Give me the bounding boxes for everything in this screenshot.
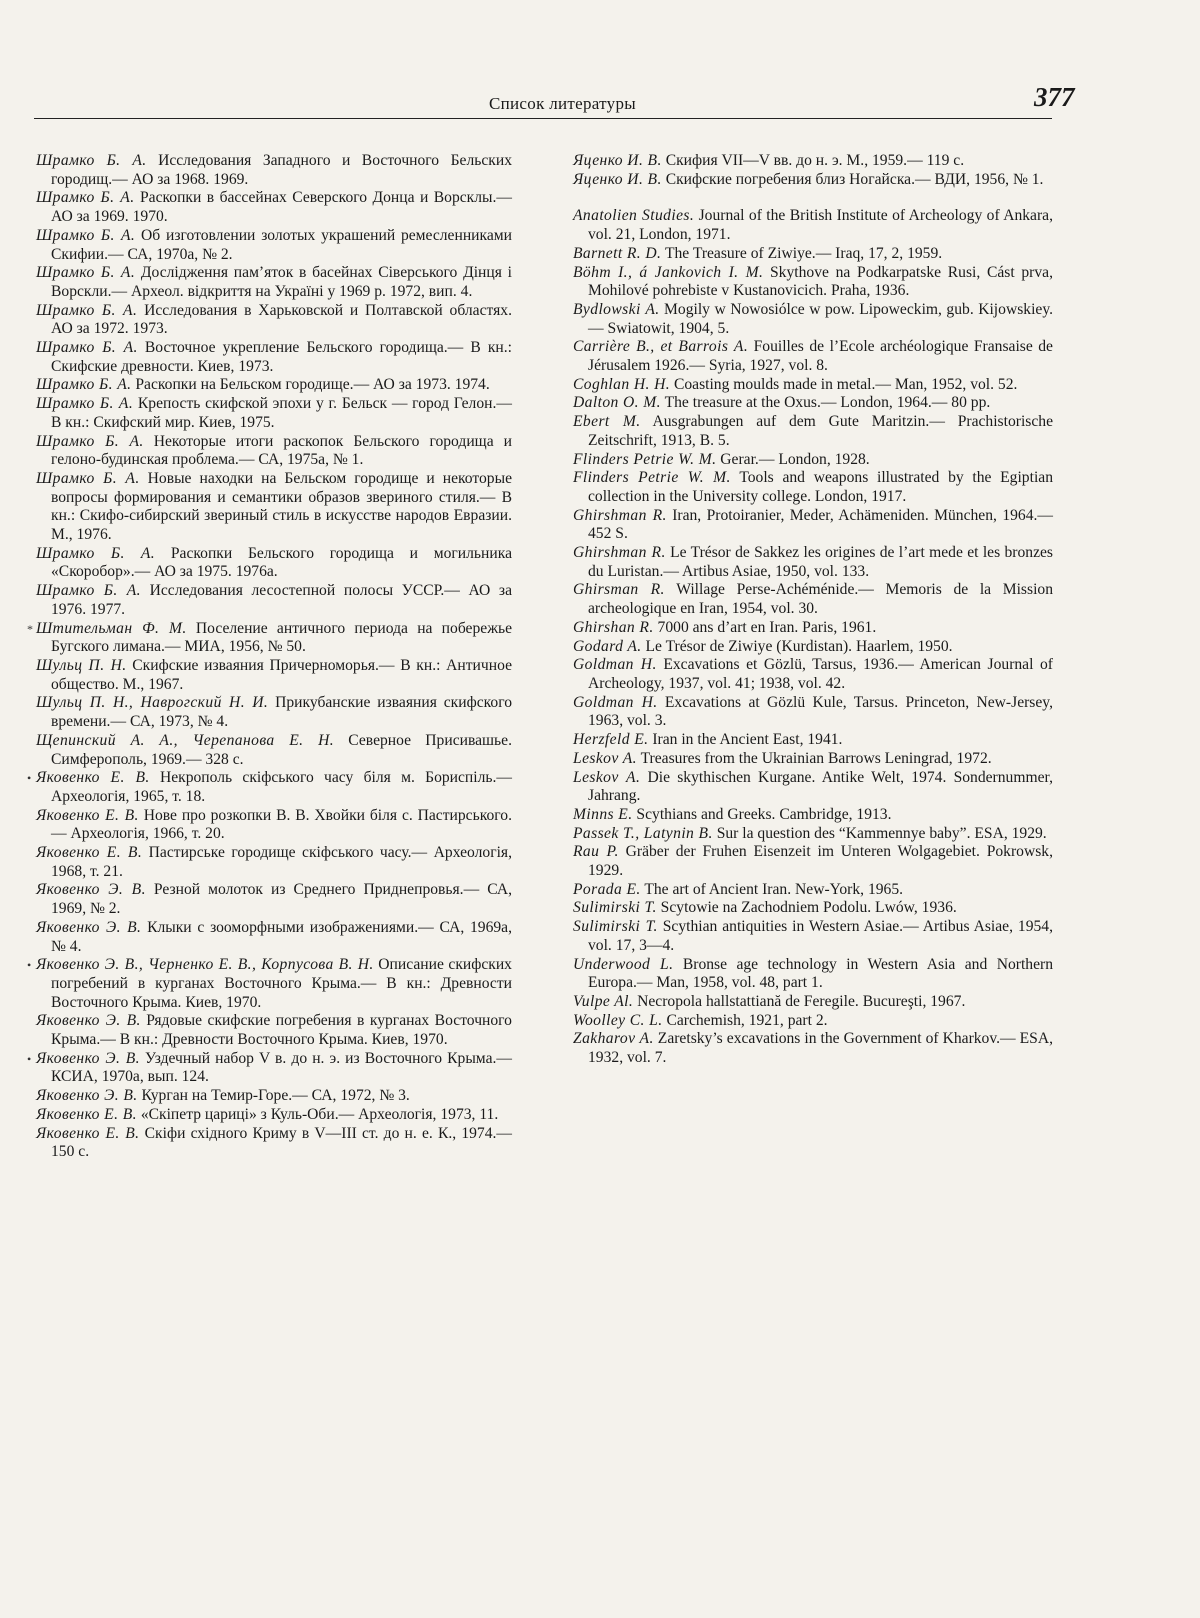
bibliography-entry	[36, 264, 512, 301]
entry-text: Bronse age technology in Western Asia and Northern Europa.— Man, 1958, vol. 48, part 1.	[588, 955, 1053, 992]
entry-author: Шрамко Б. А.	[36, 395, 134, 413]
entry-text: Исследования Западного и Восточного Бельских городищ.— АО за 1968. 1969.	[51, 152, 512, 188]
bibliography-entry	[573, 171, 1053, 190]
entry-text: Некрополь скіфського часу біля м. Бориспіль.— Археологія, 1965, т. 18.	[51, 769, 512, 805]
entry-author: Ghirshan R.	[573, 618, 654, 636]
entry-text: Scythians and Greeks. Cambridge, 1913.	[636, 805, 892, 823]
entry-author: Flinders Petrie W. M.	[573, 450, 717, 468]
entry-author: Underwood L.	[573, 955, 674, 973]
bibliography-entry	[36, 694, 512, 731]
entry-text: Скифские изваяния Причерноморья.— В кн.: Античное общество. М., 1967.	[51, 656, 512, 693]
entry-author: Шрамко Б. А.	[36, 226, 136, 244]
entry-author: Barnett R. D.	[573, 244, 662, 262]
entry-text: Пастирське городище скіфського часу.— Археологія, 1968, т. 21.	[51, 844, 512, 880]
entry-text: Поселение античного периода на побережье Бугского лимана.— МИА, 1956, № 50.	[51, 619, 512, 656]
entry-author: Anatolien Studies.	[573, 207, 695, 225]
entry-author: Штительман Ф. М.	[36, 619, 187, 637]
entry-text: Курган на Темир-Горе.— СА, 1972, № 3.	[141, 1087, 410, 1105]
bibliography-entry	[573, 918, 1053, 955]
bibliography-entry	[27, 619, 512, 657]
entry-text: Le Trésor de Sakkez les origines de l’art mede et les bronzes du Luristan.— Artibus Asiae, 1950, vol. 133.	[588, 544, 1053, 580]
entry-author: Яценко И. В.	[573, 170, 662, 188]
entry-text: Gräber der Fruhen Eisenzeit im Unteren Wolgagebiet. Pokrowsk, 1929.	[588, 843, 1053, 880]
bibliography-entry	[36, 1012, 512, 1049]
bibliography-entry	[573, 245, 1053, 264]
entry-text: Дослідження пам’яток в басейнах Сіверського Дінця і Ворскли.— Археол. відкриття на Україні у 1969 р. 1972, вип. 4.	[51, 264, 513, 300]
entry-text: Клыки с зооморфными изображениями.— СА, 1969а, № 4.	[51, 918, 512, 955]
entry-text: Coasting moulds made in metal.— Man, 1952, vol. 52.	[673, 375, 1018, 393]
entry-author: Шрамко Б. А.	[36, 301, 138, 319]
bibliography-entry	[573, 956, 1053, 993]
margin-mark: •	[27, 1051, 32, 1066]
bibliography-entry	[36, 395, 512, 432]
bibliography-entry	[573, 152, 1053, 171]
bibliography-entry	[573, 469, 1053, 506]
bibliography-entry	[36, 302, 512, 339]
entry-text: Carchemish, 1921, part 2.	[666, 1011, 828, 1029]
bibliography-entry	[27, 956, 512, 1012]
entry-author: Böhm I., á Jankovich I. M.	[573, 263, 764, 281]
bibliography-entry	[36, 844, 512, 881]
entry-text: Scytowie na Zachodniem Podolu. Lwów, 1936.	[660, 899, 957, 917]
entry-text: Уздечный набор V в. до н. э. из Восточного Крыма.— КСИА, 1970а, вып. 124.	[51, 1049, 512, 1086]
bibliography-entry	[27, 1049, 512, 1087]
entry-author: Ghirshman R.	[573, 544, 666, 562]
bibliography-entry	[573, 656, 1053, 693]
bibliography-entry	[573, 1012, 1053, 1031]
bibliography-entry	[573, 394, 1053, 413]
bibliography-entry	[573, 264, 1053, 301]
page-number: 377	[1034, 82, 1075, 112]
bibliography-entry	[573, 413, 1053, 450]
entry-text: Fouilles de l’Ecole archéologique Fransaise de Jérusalem 1926.— Syria, 1927, vol. 8.	[588, 338, 1053, 375]
entry-text: The Treasure of Ziwiye.— Iraq, 17, 2, 1959.	[664, 244, 943, 262]
bibliography-entry	[36, 807, 512, 844]
bibliography-entry	[573, 207, 1053, 244]
entry-text: Об изготовлении золотых украшений ремесленниками Скифии.— СА, 1970а, № 2.	[51, 226, 512, 263]
entry-author: Яковенко Е. В.	[36, 806, 139, 824]
margin-mark: •	[27, 958, 32, 973]
entry-text: The treasure at the Oxus.— London, 1964.— 80 pp.	[664, 394, 991, 412]
entry-text: Iran, Protoiranier, Meder, Achämeniden. München, 1964.— 452 S.	[588, 506, 1053, 543]
bibliography-entry	[573, 638, 1053, 657]
bibliography-entry	[36, 152, 512, 189]
entry-text: Treasures from the Ukrainian Barrows Leningrad, 1972.	[640, 749, 992, 767]
bibliography-entry	[573, 1030, 1053, 1067]
bibliography-entry	[36, 227, 512, 264]
bibliography-entry	[573, 507, 1053, 544]
bibliography-entry	[573, 769, 1053, 806]
entry-author: Яковенко Е. В.	[36, 769, 150, 787]
bibliography-entry	[36, 732, 512, 769]
entry-author: Шрамко Б. А.	[36, 544, 156, 562]
entry-text: Восточное укрепление Бельского городища.— В кн.: Скифские древности. Киев, 1973.	[51, 339, 512, 375]
bibliography-entry	[573, 881, 1053, 900]
entry-author: Woolley C. L.	[573, 1011, 663, 1029]
entry-text: Раскопки на Бельском городище.— АО за 1973. 1974.	[135, 376, 490, 394]
entry-author: Яковенко Е. В.	[36, 1124, 140, 1142]
bibliography-entry	[573, 750, 1053, 769]
entry-author: Яценко И. В.	[573, 152, 662, 169]
entry-author: Ghirsman R.	[573, 581, 665, 599]
page-header	[34, 78, 1075, 119]
entry-author: Шрамко Б. А.	[36, 376, 132, 394]
entry-text: Scythian antiquities in Western Asiae.— Artibus Asiae, 1954, vol. 17, 3—4.	[588, 918, 1053, 954]
entry-author: Шрамко Б. А.	[36, 582, 141, 600]
bibliography-entry	[573, 731, 1053, 750]
bibliography-entry	[36, 376, 512, 395]
entry-text: Necropola hallstattiană de Feregile. Bucureşti, 1967.	[637, 992, 966, 1010]
entry-text: Journal of the British Institute of Archeology of Ankara, vol. 21, London, 1971.	[588, 207, 1053, 244]
margin-mark: •	[27, 771, 32, 786]
bibliography-entry	[36, 919, 512, 956]
left-column	[27, 152, 513, 1162]
bibliography-entry	[36, 657, 512, 694]
entry-author: Шульц П. Н.	[36, 656, 127, 674]
entry-text: 7000 ans d’art en Iran. Paris, 1961.	[657, 618, 877, 636]
bibliography-entry	[36, 1125, 512, 1162]
entry-author: Яковенко Э. В.	[36, 1012, 141, 1030]
entry-text: Нове про розкопки В. В. Хвойки біля с. Пастирського.— Археологія, 1966, т. 20.	[51, 806, 512, 843]
bibliography-entry	[27, 769, 512, 806]
entry-text: Skythove na Podkarpatske Rusi, Cást prva, Mohilové pohrebiste v Kustanovicich. Praha, 1936.	[588, 263, 1053, 300]
margin-mark: *	[27, 621, 33, 636]
entry-text: The art of Ancient Iran. New-York, 1965.	[644, 880, 904, 898]
entry-text: Excavations et Gözlü, Tarsus, 1936.— American Journal of Archeology, 1937, vol. 41; 1938, vol. 42.	[588, 656, 1053, 692]
entry-text: Резной молоток из Среднего Приднепровья.— СА, 1969, № 2.	[51, 881, 512, 918]
entry-author: Шрамко Б. А.	[36, 339, 138, 357]
entry-text: Исследования в Харьковской и Полтавской областях. АО за 1972. 1973.	[51, 301, 512, 338]
entry-author: Vulpe Al.	[573, 992, 634, 1010]
entry-author: Шрамко Б. А.	[36, 152, 147, 169]
entry-author: Яковенко Э. В.	[36, 918, 142, 936]
entry-author: Шрамко Б. А.	[36, 469, 140, 487]
bibliography-entry	[573, 806, 1053, 825]
entry-author: Flinders Petrie W. M.	[573, 469, 731, 487]
entry-text: «Скіпетр цариці» з Куль-Оби.— Археологія, 1973, 11.	[140, 1105, 499, 1123]
bibliography-entry	[36, 1087, 512, 1106]
entry-text: Sur la question des “Kammennye baby”. ESA, 1929.	[716, 824, 1047, 842]
entry-author: Яковенко Е. В.	[36, 1105, 137, 1123]
entry-author: Godard A.	[573, 637, 642, 655]
entry-author: Яковенко Е. В.	[36, 844, 143, 862]
entry-text: Iran in the Ancient East, 1941.	[652, 731, 843, 749]
bibliography-entry	[573, 619, 1053, 638]
entry-author: Goldman H.	[573, 693, 658, 711]
entry-author: Herzfeld E.	[573, 731, 649, 749]
entry-text: Скифские погребения близ Ногайска.— ВДИ, 1956, № 1.	[665, 170, 1044, 188]
entry-author: Rau P.	[573, 843, 619, 861]
entry-author: Sulimirski T.	[573, 918, 658, 936]
entry-text: Ausgrabungen auf dem Gute Maritzin.— Prachistorische Zeitschrift, 1913, B. 5.	[588, 413, 1053, 449]
entry-text: Рядовые скифские погребения в курганах Восточного Крыма.— В кн.: Древности Восточного Крыма. Киев, 1970.	[51, 1012, 512, 1049]
entry-text: Некоторые итоги раскопок Бельского городища и гелоно-будинская проблема.— СА, 1975а, № 1.	[51, 432, 512, 469]
entry-author: Sulimirski T.	[573, 899, 657, 917]
bibliography-entry	[573, 694, 1053, 731]
bibliography-entry	[573, 301, 1053, 338]
entry-text: Скіфи східного Криму в V—III ст. до н. е. К., 1974.— 150 с.	[51, 1124, 513, 1161]
entry-text: Mogily w Nowosiólce w pow. Lipoweckim, gub. Kijowskiey.— Swiatowit, 1904, 5.	[588, 300, 1054, 337]
entry-author: Ghirshman R.	[573, 506, 667, 524]
entry-text: Раскопки в бассейнах Северского Донца и Ворсклы.— АО за 1969. 1970.	[51, 189, 512, 226]
entry-author: Dalton O. M.	[573, 394, 661, 412]
bibliography-entry	[573, 338, 1053, 375]
bibliography-entry	[573, 993, 1053, 1012]
entry-text: Tools and weapons illustrated by the Egiptian collection in the University college. London, 1917.	[588, 469, 1053, 505]
entry-text: Die skythischen Kurgane. Antike Welt, 1974. Sondernummer, Jahrang.	[588, 768, 1053, 805]
entry-author: Passek T., Latynin B.	[573, 824, 713, 842]
entry-author: Яковенко Э. В.	[36, 881, 146, 899]
entry-text: Новые находки на Бельском городище и некоторые вопросы формирования и семантики образов звериного стиля.— В кн.: Скифо-сибирский звериный стиль в искусстве народов Евразии. М., 1976.	[51, 469, 513, 544]
bibliography-entry	[36, 339, 512, 376]
entry-text: Прикубанские изваяния скифского времени.— СА, 1973, № 4.	[51, 694, 513, 731]
entry-text: Раскопки Бельского городища и могильника «Скоробор».— АО за 1975. 1976а.	[51, 544, 512, 581]
bibliography-entry	[36, 1106, 512, 1125]
bibliography-entry	[36, 582, 512, 619]
entry-text: Описание скифских погребений в курганах Восточного Крыма.— В кн.: Древности Восточного Крыма. Киев, 1970.	[51, 956, 512, 1011]
bibliography-entry	[36, 881, 512, 918]
entry-text: Крепость скифской эпохи у г. Бельск — город Гелон.— В кн.: Скифский мир. Киев, 1975.	[51, 395, 512, 431]
bibliography-entry	[36, 433, 512, 470]
entry-author: Яковенко Э. В., Черненко Е. В., Корпусова В. Н.	[36, 956, 374, 974]
entry-author: Щепинский А. А., Черепанова Е. Н.	[36, 731, 335, 749]
entry-author: Minns E.	[573, 805, 633, 823]
bibliography-entry	[573, 899, 1053, 918]
entry-author: Bydlowski A.	[573, 300, 660, 318]
bibliography-entry	[573, 825, 1053, 844]
right-column	[573, 152, 1053, 1068]
entry-author: Шульц П. Н., Наврогский Н. И.	[36, 694, 269, 712]
bibliography-entry	[573, 581, 1053, 618]
entry-author: Porada E.	[573, 880, 641, 898]
entry-author: Яковенко Э. В.	[36, 1049, 140, 1067]
entry-author: Goldman H.	[573, 656, 657, 674]
entry-author: Leskov A.	[573, 749, 637, 767]
entry-text: Северное Присивашье. Симферополь, 1969.— 328 с.	[51, 731, 512, 768]
bibliography-entry	[36, 189, 512, 226]
entry-text: Скифия VII—V вв. до н. э. М., 1959.— 119 с.	[665, 152, 965, 169]
bibliography-entry	[573, 843, 1053, 880]
entry-author: Ebert M.	[573, 413, 641, 431]
bibliography-entry	[573, 376, 1053, 395]
entry-author: Leskov A.	[573, 768, 641, 786]
bibliography-entry	[36, 545, 512, 582]
entry-author: Шрамко Б. А.	[36, 264, 136, 282]
entry-author: Шрамко Б. А.	[36, 189, 135, 207]
entry-text: Исследования лесостепной полосы УССР.— АО за 1976. 1977.	[51, 582, 512, 618]
entry-text: Gerar.— London, 1928.	[720, 450, 870, 468]
entry-author: Яковенко Э. В.	[36, 1087, 138, 1105]
entry-author: Coghlan H. H.	[573, 375, 671, 393]
entry-text: Willage Perse-Achéménide.— Memoris de la Mission archeologique en Iran, 1954, vol. 30.	[588, 581, 1053, 618]
running-title: Список литературы	[489, 94, 636, 113]
entry-text: Zaretsky’s excavations in the Government of Kharkov.— ESA, 1932, vol. 7.	[588, 1030, 1054, 1067]
entry-author: Carrière B., et Barrois A.	[573, 338, 749, 356]
entry-author: Zakharov A.	[573, 1030, 654, 1048]
bibliography-entry	[573, 544, 1053, 581]
entry-text: Le Trésor de Ziwiye (Kurdistan). Haarlem, 1950.	[645, 637, 953, 655]
bibliography-entry	[36, 470, 512, 545]
bibliography-entry	[573, 451, 1053, 470]
entry-author: Шрамко Б. А.	[36, 432, 144, 450]
entry-text: Excavations at Gözlü Kule, Tarsus. Princeton, New-Jersey, 1963, vol. 3.	[588, 693, 1053, 730]
